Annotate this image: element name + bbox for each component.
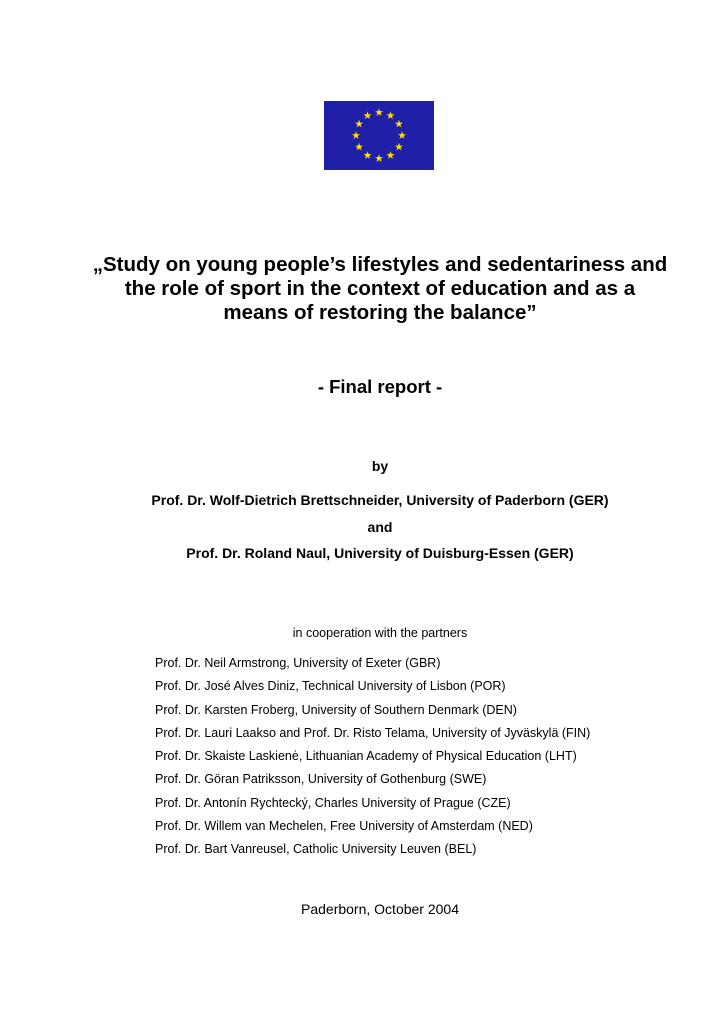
partner-item: Prof. Dr. José Alves Diniz, Technical University of Lisbon (POR) xyxy=(155,679,506,694)
partner-item: Prof. Dr. Neil Armstrong, University of Exeter (GBR) xyxy=(155,656,441,670)
author-secondary: Prof. Dr. Roland Naul, University of Duisburg-Essen (GER) xyxy=(186,545,574,561)
partner-list xyxy=(155,655,590,865)
report-subtitle: - Final report - xyxy=(317,376,443,397)
by-label: by xyxy=(371,458,389,474)
place-date: Paderborn, October 2004 xyxy=(301,901,459,917)
partner-item: Prof. Dr. Antonín Rychtecký, Charles University of Prague (CZE) xyxy=(155,795,511,810)
eu-flag-icon xyxy=(324,101,434,170)
partner-item: Prof. Dr. Skaiste Laskienė, Lithuanian Academy of Physical Education (LHT) xyxy=(155,749,577,764)
partner-item: Prof. Dr. Lauri Laakso and Prof. Dr. Risto Telama, University of Jyväskylä (FIN) xyxy=(155,725,591,740)
report-title: „Study on young people’s lifestyles and sedentariness and the role of sport in the context of education and as a means of restoring the balance” xyxy=(92,253,668,324)
author-primary: Prof. Dr. Wolf-Dietrich Brettschneider, University of Paderborn (GER) xyxy=(151,492,609,508)
partner-item: Prof. Dr. Karsten Froberg, University of Southern Denmark (DEN) xyxy=(155,702,517,717)
cooperation-label: in cooperation with the partners xyxy=(292,626,468,640)
and-label: and xyxy=(367,519,393,535)
partner-item: Prof. Dr. Bart Vanreusel, Catholic University Leuven (BEL) xyxy=(155,842,477,857)
partner-item: Prof. Dr. Göran Patriksson, University of Gothenburg (SWE) xyxy=(155,772,487,787)
partner-item: Prof. Dr. Willem van Mechelen, Free University of Amsterdam (NED) xyxy=(155,819,533,834)
